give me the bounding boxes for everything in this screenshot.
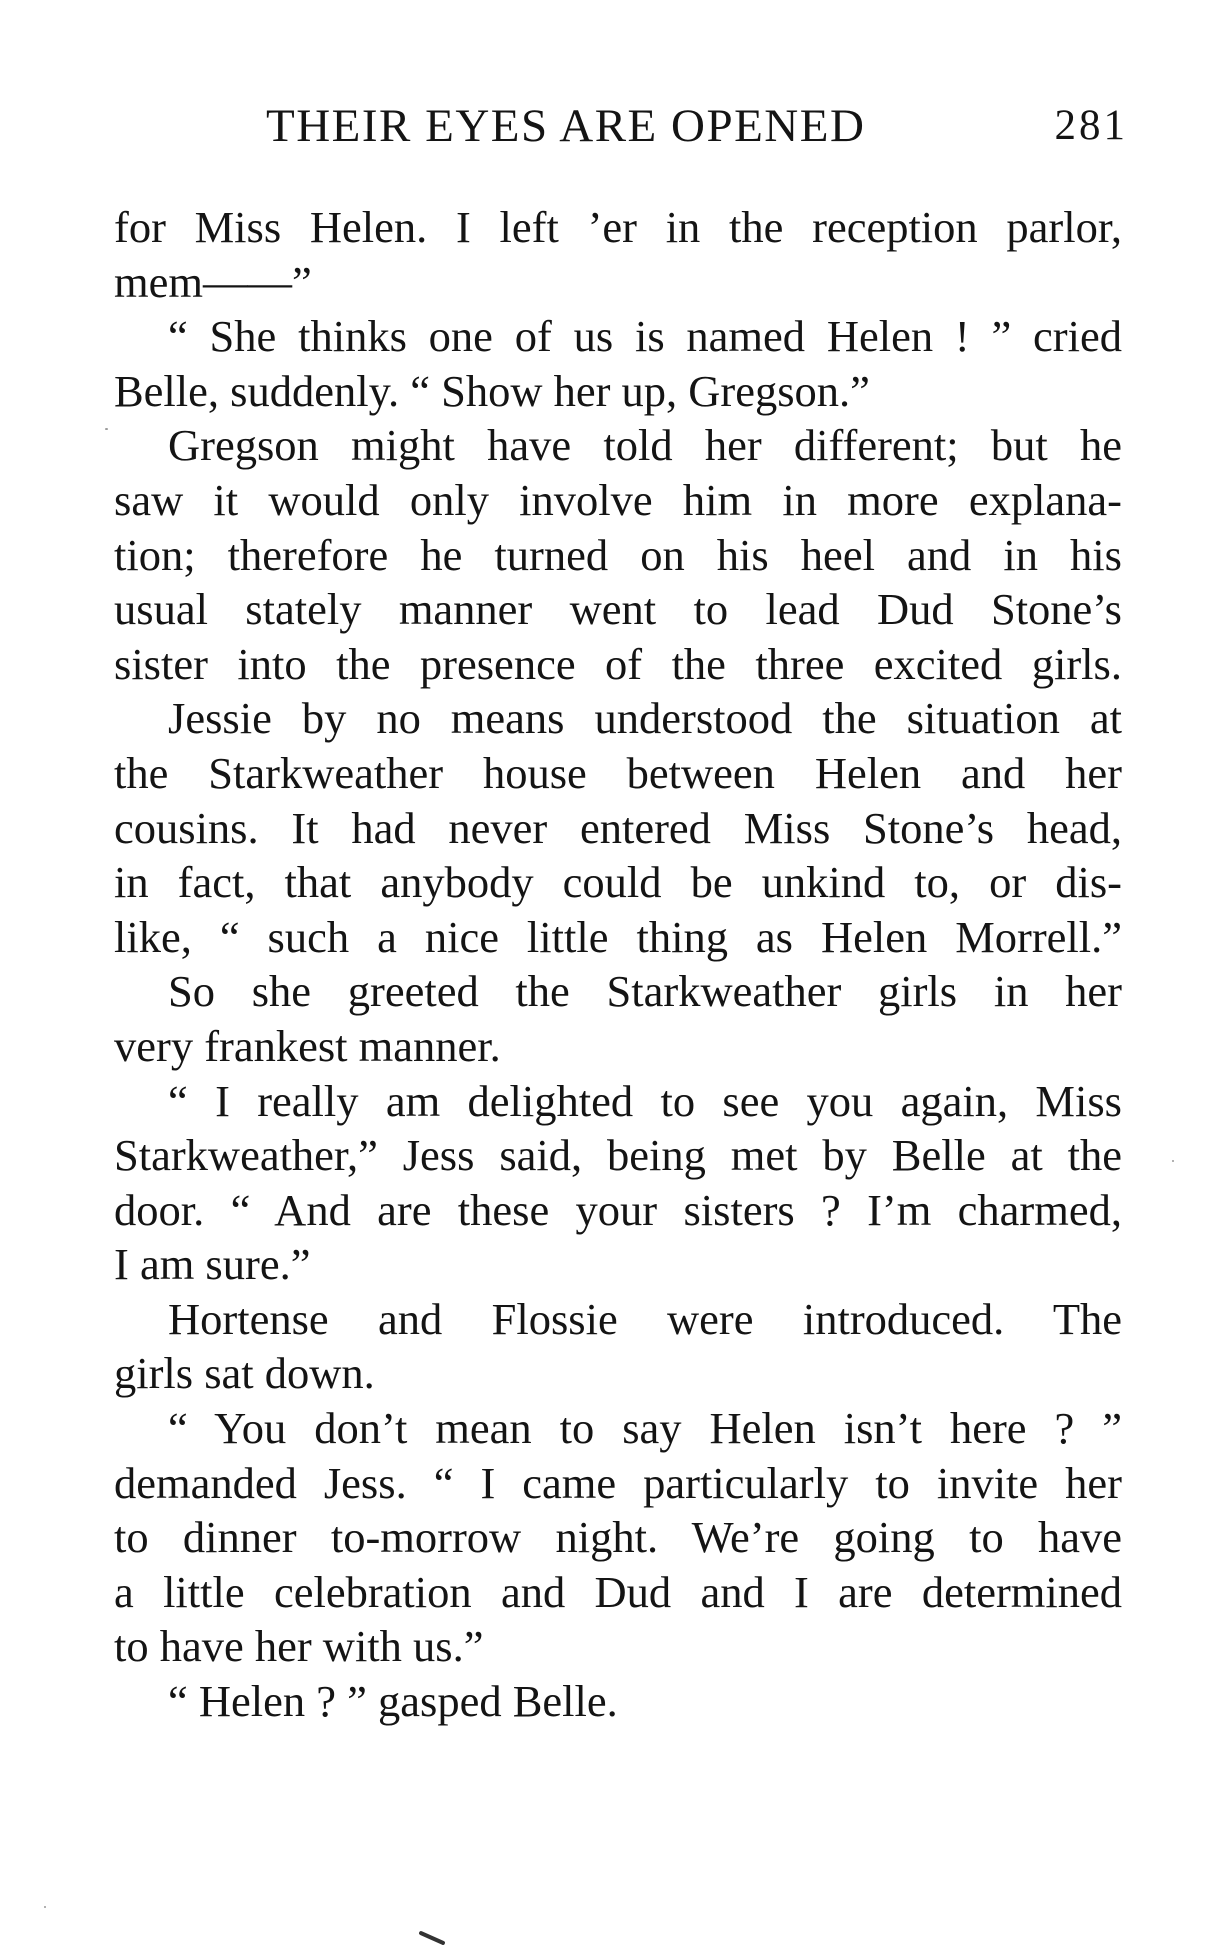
text-line: tion; therefore he turned on his heel and in his <box>114 529 1122 580</box>
text-line: “ She thinks one of us is named Helen ! ” cried <box>168 311 1122 362</box>
text-line: girls sat down. <box>114 1348 375 1399</box>
text-line: So she greeted the Starkweather girls in her <box>168 966 1122 1017</box>
text-line: the Starkweather house between Helen and her <box>114 747 1122 798</box>
text-line: door. “ And are these your sisters ? I’m charmed, <box>114 1184 1122 1235</box>
text-line: usual stately manner went to lead Dud Stone’s <box>114 584 1122 635</box>
text-line: mem——” <box>114 256 312 307</box>
text-line: cousins. It had never entered Miss Stone’s head, <box>114 802 1122 853</box>
text-line: to have her with us.” <box>114 1621 484 1672</box>
paper-speck <box>44 1906 46 1908</box>
text-line: for Miss Helen. I left ’er in the reception parlor, <box>114 202 1122 252</box>
paper-speck <box>105 428 108 430</box>
text-line: “ Helen ? ” gasped Belle. <box>168 1676 618 1727</box>
text-line: a little celebration and Dud and I are determined <box>114 1566 1122 1617</box>
page-number: 281 <box>1054 102 1128 149</box>
text-line: Gregson might have told her different; but he <box>168 420 1122 471</box>
text-line: I am sure.” <box>114 1239 311 1290</box>
text-line: to dinner to-morrow night. We’re going to have <box>114 1512 1122 1563</box>
text-line: saw it would only involve him in more explana- <box>114 474 1122 525</box>
text-line: demanded Jess. “ I came particularly to invite her <box>114 1457 1122 1508</box>
text-line: very frankest manner. <box>114 1020 501 1071</box>
text-line: “ I really am delighted to see you again, Miss <box>168 1075 1122 1126</box>
text-line: like, “ such a nice little thing as Helen Morrell.” <box>114 911 1122 962</box>
paper-mark <box>418 1930 445 1945</box>
running-head: THEIR EYES ARE OPENED <box>266 100 866 152</box>
text-line: Belle, suddenly. “ Show her up, Gregson.” <box>114 365 870 416</box>
text-line: Starkweather,” Jess said, being met by Belle at the <box>114 1130 1122 1181</box>
page-header <box>266 96 1128 156</box>
paper-speck <box>1172 1160 1174 1162</box>
text-line: Jessie by no means understood the situation at <box>168 693 1122 744</box>
text-line: “ You don’t mean to say Helen isn’t here ? ” <box>168 1403 1122 1454</box>
text-line: Hortense and Flossie were introduced. The <box>168 1293 1122 1344</box>
text-line: in fact, that anybody could be unkind to, or dis- <box>114 857 1122 908</box>
text-line: sister into the presence of the three excited girls. <box>114 638 1122 689</box>
body-text <box>114 200 1122 1729</box>
